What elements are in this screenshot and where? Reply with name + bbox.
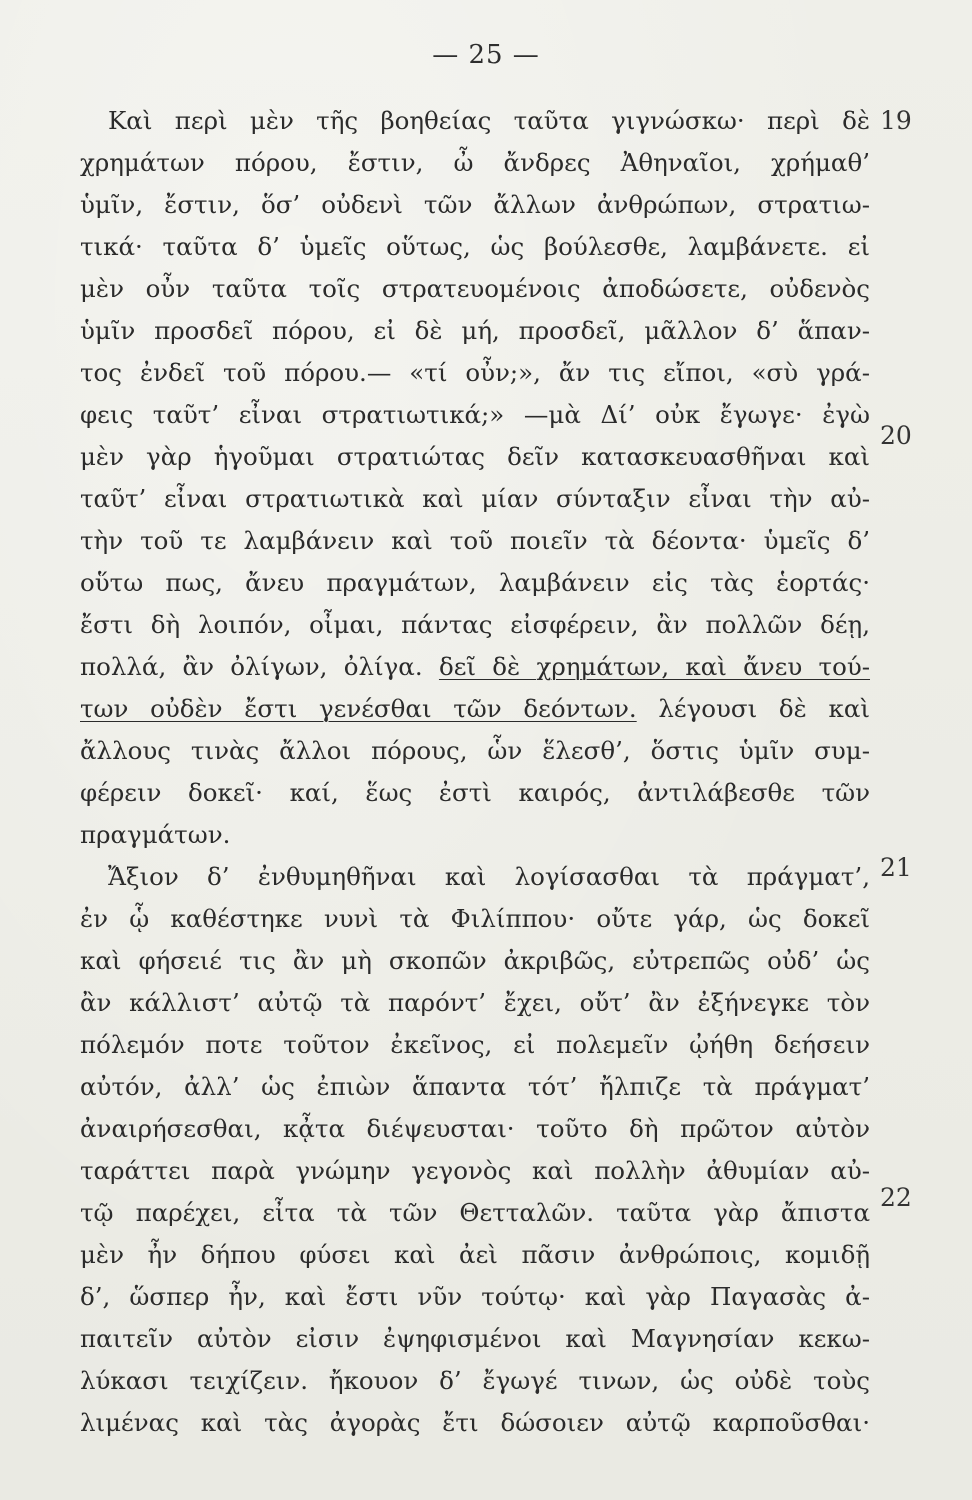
- section-number-22: 22: [880, 1183, 912, 1212]
- text-line: τὴν τοῦ τε λαμβάνειν καὶ τοῦ ποιεῖν τὰ δέοντα· ὑμεῖς δ’: [80, 526, 870, 555]
- text-line: Ἄξιον δ’ ἐνθυμηθῆναι καὶ λογίσασθαι τὰ πράγματ’,: [108, 862, 870, 891]
- page-number: — 25 —: [432, 40, 540, 70]
- text-line: Καὶ περὶ μὲν τῆς βοηθείας ταῦτα γιγνώσκω· περὶ δὲ: [108, 106, 870, 135]
- text-span: λέγουσι δὲ καὶ: [658, 694, 870, 723]
- section-number-20: 20: [880, 421, 912, 450]
- text-line: ἐν ᾧ καθέστηκε νυνὶ τὰ Φιλίππου· οὔτε γάρ, ὡς δοκεῖ: [80, 904, 870, 933]
- text-line: τῷ παρέχει, εἶτα τὰ τῶν Θετταλῶν. ταῦτα γὰρ ἄπιστα: [80, 1198, 870, 1227]
- text-line: πόλεμόν ποτε τοῦτον ἐκεῖνος, εἰ πολεμεῖν ᾠήθη δεήσειν: [80, 1030, 870, 1059]
- text-line: οὕτω πως, ἄνευ πραγμάτων, λαμβάνειν εἰς τὰς ἑορτάς·: [80, 568, 870, 597]
- text-line: ταῦτ’ εἶναι στρατιωτικὰ καὶ μίαν σύνταξιν εἶναι τὴν αὐ-: [80, 484, 870, 513]
- text-line: φέρειν δοκεῖ· καί, ἕως ἐστὶ καιρός, ἀντιλάβεσθε τῶν: [80, 778, 870, 807]
- text-line: ἂν κάλλιστ’ αὐτῷ τὰ παρόντ’ ἔχει, οὔτ’ ἂν ἐξήνεγκε τὸν: [80, 988, 870, 1017]
- text-line: πραγμάτων.: [80, 820, 231, 849]
- text-line: ἀναιρήσεσθαι, κᾆτα διέψευσται· τοῦτο δὴ πρῶτον αὐτὸν: [80, 1114, 870, 1143]
- text-line: χρημάτων πόρου, ἔστιν, ὦ ἄνδρες Ἀθηναῖοι, χρήμαθ’: [80, 148, 870, 177]
- text-line: τος ἐνδεῖ τοῦ πόρου.— «τί οὖν;», ἄν τις εἴποι, «σὺ γρά-: [80, 358, 870, 387]
- underlined-text: δεῖ δὲ χρημάτων, καὶ ἄνευ τού-: [438, 652, 870, 681]
- text-line: ταράττει παρὰ γνώμην γεγονὸς καὶ πολλὴν ἀθυμίαν αὐ-: [80, 1156, 870, 1185]
- text-line: φεις ταῦτ’ εἶναι στρατιωτικά;» —μὰ Δί’ οὐκ ἔγωγε· ἐγὼ: [80, 400, 870, 429]
- text-line: ὑμῖν, ἔστιν, ὅσ’ οὐδενὶ τῶν ἄλλων ἀνθρώπων, στρατιω-: [80, 190, 870, 219]
- text-line: λιμένας καὶ τὰς ἀγορὰς ἔτι δώσοιεν αὐτῷ καρποῦσθαι·: [80, 1408, 870, 1437]
- text-line: παιτεῖν αὐτὸν εἰσιν ἐψηφισμένοι καὶ Μαγνησίαν κεκω-: [80, 1324, 870, 1353]
- text-line: λύκασι τειχίζειν. ἤκουον δ’ ἔγωγέ τινων, ὡς οὐδὲ τοὺς: [80, 1366, 870, 1395]
- text-line: ὑμῖν προσδεῖ πόρου, εἰ δὲ μή, προσδεῖ, μᾶλλον δ’ ἅπαν-: [80, 316, 870, 345]
- section-number-21: 21: [880, 853, 912, 882]
- body-text: [80, 100, 870, 1444]
- text-line: αὐτόν, ἀλλ’ ὡς ἐπιὼν ἅπαντα τότ’ ἤλπιζε τὰ πράγματ’: [80, 1072, 870, 1101]
- text-line: [80, 688, 870, 730]
- text-line: καὶ φήσειέ τις ἂν μὴ σκοπῶν ἀκριβῶς, εὐτρεπῶς οὐδ’ ὡς: [80, 946, 870, 975]
- text-span: πολλά, ἂν ὀλίγων, ὀλίγα.: [80, 652, 423, 681]
- section-number-19: 19: [880, 106, 912, 135]
- text-line: ἔστι δὴ λοιπόν, οἶμαι, πάντας εἰσφέρειν, ἂν πολλῶν δέῃ,: [80, 610, 870, 639]
- text-line: δ’, ὥσπερ ἦν, καὶ ἔστι νῦν τούτῳ· καὶ γὰρ Παγασὰς ἀ-: [80, 1282, 870, 1311]
- text-line: ἄλλους τινὰς ἄλλοι πόρους, ὧν ἕλεσθ’, ὅστις ὑμῖν συμ-: [80, 736, 870, 765]
- underlined-text: των οὐδὲν ἔστι γενέσθαι τῶν δεόντων.: [80, 694, 637, 723]
- text-line: τικά· ταῦτα δ’ ὑμεῖς οὕτως, ὡς βούλεσθε, λαμβάνετε. εἰ: [80, 232, 870, 261]
- text-line: μὲν οὖν ταῦτα τοῖς στρατευομένοις ἀποδώσετε, οὐδενὸς: [80, 274, 870, 303]
- text-line: μὲν ἦν δήπου φύσει καὶ ἀεὶ πᾶσιν ἀνθρώποις, κομιδῇ: [80, 1240, 870, 1269]
- text-line: [80, 646, 870, 688]
- text-line: μὲν γὰρ ἡγοῦμαι στρατιώτας δεῖν κατασκευασθῆναι καὶ: [80, 442, 870, 471]
